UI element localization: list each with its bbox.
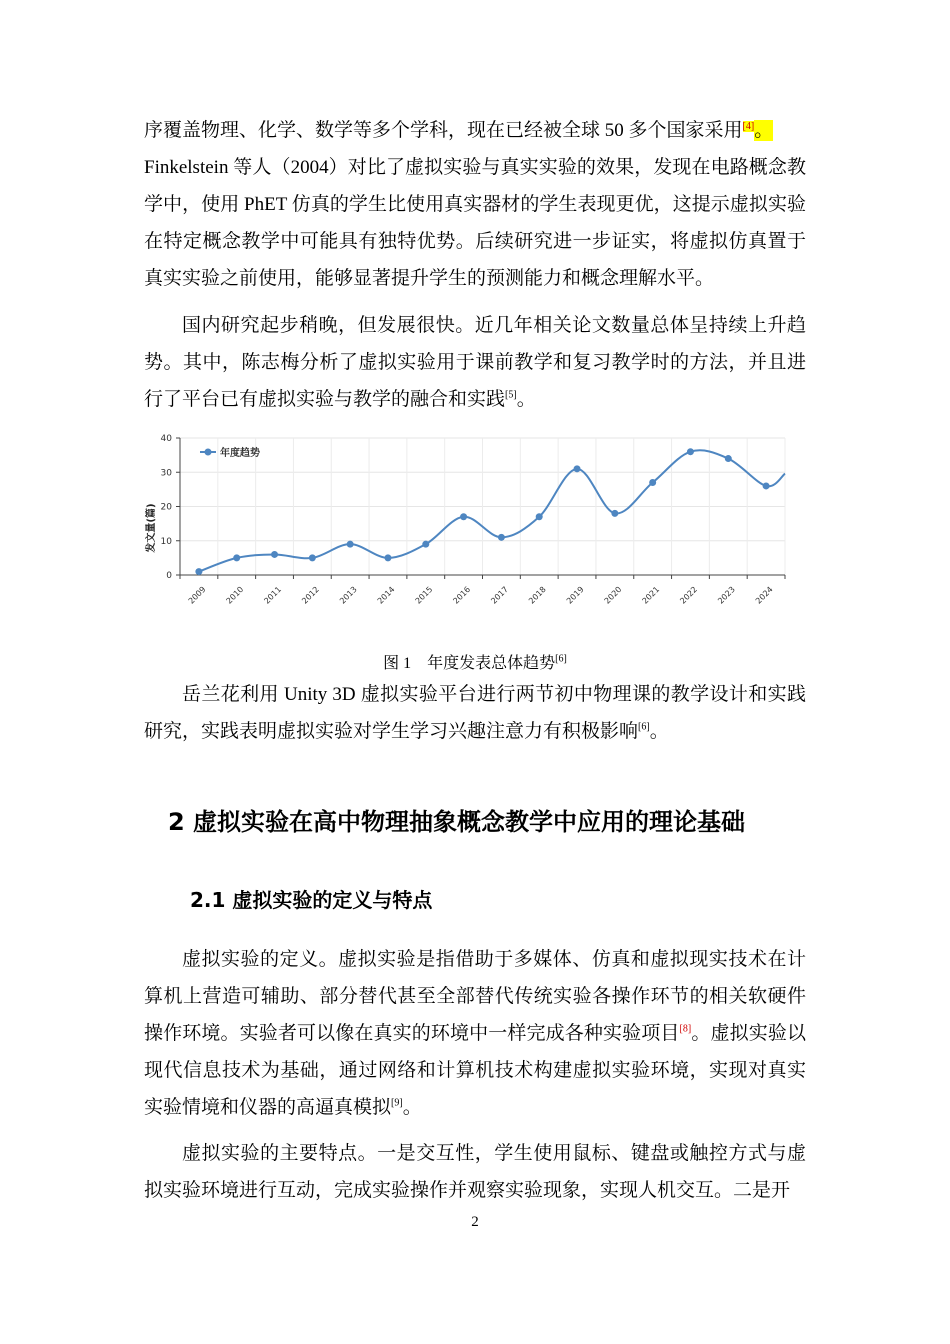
y-tick-label: 30 xyxy=(160,468,172,479)
subsection-heading: 2.1 虚拟实验的定义与特点 xyxy=(190,888,433,912)
x-tick-label: 2019 xyxy=(564,584,586,606)
figure-1 xyxy=(140,428,800,628)
y-tick-label: 10 xyxy=(160,536,172,547)
series-line-annual-trend xyxy=(199,450,785,571)
y-tick-label: 20 xyxy=(160,502,172,513)
paragraph-3 xyxy=(144,307,806,418)
paragraph-5-end: 。 xyxy=(402,1097,422,1118)
x-tick-label: 2013 xyxy=(338,584,359,606)
x-tick-label: 2020 xyxy=(602,584,624,606)
citation-5[interactable]: [5] xyxy=(505,389,517,401)
x-tick-label: 2015 xyxy=(413,584,435,606)
y-axis-label: 发文量(篇) xyxy=(146,503,157,553)
data-point xyxy=(309,554,316,561)
citation-8[interactable]: [8] xyxy=(679,1023,692,1035)
figure-caption-text: 图 1 年度发表总体趋势 xyxy=(383,655,556,672)
data-point xyxy=(460,513,467,520)
x-tick-label: 2023 xyxy=(716,584,737,606)
paragraph-4-end: 。 xyxy=(649,721,669,742)
data-point xyxy=(649,479,656,486)
x-tick-label: 2009 xyxy=(186,584,208,606)
paragraph-5 xyxy=(144,941,806,1126)
paragraph-4-text: 岳兰花利用 Unity 3D 虚拟实验平台进行两节初中物理课的教学设计和实践研究，实践表明虚拟实验对学生学习兴趣注意力有积极影响 xyxy=(144,684,806,742)
legend-marker-icon xyxy=(205,449,212,456)
paragraph-4 xyxy=(144,676,806,750)
paragraph-5-text: 虚拟实验的定义。虚拟实验是指借助于多媒体、仿真和虚拟现实技术在计算机上营造可辅助、部分替代甚至全部替代传统实验各操作环节的相关软硬件操作环境。实验者可以像在真实的环境中一样完成各种实验项目 xyxy=(144,949,806,1044)
citation-9[interactable]: [9] xyxy=(391,1097,403,1109)
data-point xyxy=(384,554,391,561)
citation-4[interactable]: [4] xyxy=(742,120,755,132)
data-point xyxy=(536,513,543,520)
paragraph-3-end: 。 xyxy=(516,389,536,410)
paragraph-1-end: 。 xyxy=(754,120,774,141)
x-tick-label: 2018 xyxy=(527,584,548,606)
page-number: 2 xyxy=(471,1214,479,1230)
section-heading: 2 虚拟实验在高中物理抽象概念教学中应用的理论基础 xyxy=(168,808,746,836)
data-point xyxy=(574,465,581,472)
citation-6[interactable]: [6] xyxy=(638,721,650,733)
x-tick-label: 2016 xyxy=(451,584,473,606)
paragraph-1 xyxy=(144,112,806,149)
paragraph-6 xyxy=(144,1135,806,1209)
data-point xyxy=(725,455,732,462)
x-tick-label: 2012 xyxy=(300,584,321,606)
paragraph-2-text: Finkelstein 等人（2004）对比了虚拟实验与真实实验的效果，发现在电路概念教学中，使用 PhET 仿真的学生比使用真实器材的学生表现更优，这提示虚拟实验在特定概念教学中可能具有独特优势。后续研究进一步证实，将虚拟仿真置于真实实验之前使用，能够显著提升学生的预测能力和概念理解水平。 xyxy=(144,157,806,289)
x-tick-label: 2011 xyxy=(262,584,284,606)
figure-caption xyxy=(0,652,950,676)
data-point xyxy=(422,541,429,548)
data-point xyxy=(195,568,202,575)
citation-6-figure[interactable]: [6] xyxy=(555,653,567,665)
x-tick-label: 2014 xyxy=(375,584,397,606)
paragraph-3-text: 国内研究起步稍晚，但发展很快。近几年相关论文数量总体呈持续上升趋势。其中，陈志梅分析了虚拟实验用于课前教学和复习教学时的方法，并且进行了平台已有虚拟实验与教学的融合和实践 xyxy=(144,315,806,410)
x-tick-label: 2022 xyxy=(678,584,700,606)
paragraph-2 xyxy=(144,149,806,297)
legend-label: 年度趋势 xyxy=(220,448,260,459)
x-tick-label: 2017 xyxy=(489,584,511,606)
x-tick-label: 2010 xyxy=(224,584,246,606)
paragraph-6-text: 虚拟实验的主要特点。一是交互性，学生使用鼠标、键盘或触控方式与虚拟实验环境进行互动，完成实验操作并观察实验现象，实现人机交互。二是开 xyxy=(144,1143,806,1201)
data-point xyxy=(611,510,618,517)
paragraph-5-mid: 。虚拟实验以现代信息技术为基础，通过网络和计算机技术构建虚拟实验环境，实现对真实实验情境和仪器的高逼真模拟 xyxy=(144,1023,806,1118)
chart-legend xyxy=(200,446,260,459)
paragraph-1-text: 序覆盖物理、化学、数学等多个学科，现在已经被全球 50 多个国家采用 xyxy=(144,120,743,141)
data-point xyxy=(687,448,694,455)
y-tick-label: 0 xyxy=(166,571,172,581)
data-point xyxy=(763,482,770,489)
trend-line-chart xyxy=(140,428,800,628)
x-tick-label: 2024 xyxy=(753,584,775,606)
x-tick-label: 2021 xyxy=(640,584,662,606)
data-point xyxy=(347,541,354,548)
y-tick-label: 40 xyxy=(160,434,172,444)
data-point xyxy=(498,534,505,541)
data-point xyxy=(271,551,278,558)
data-point xyxy=(233,554,240,561)
